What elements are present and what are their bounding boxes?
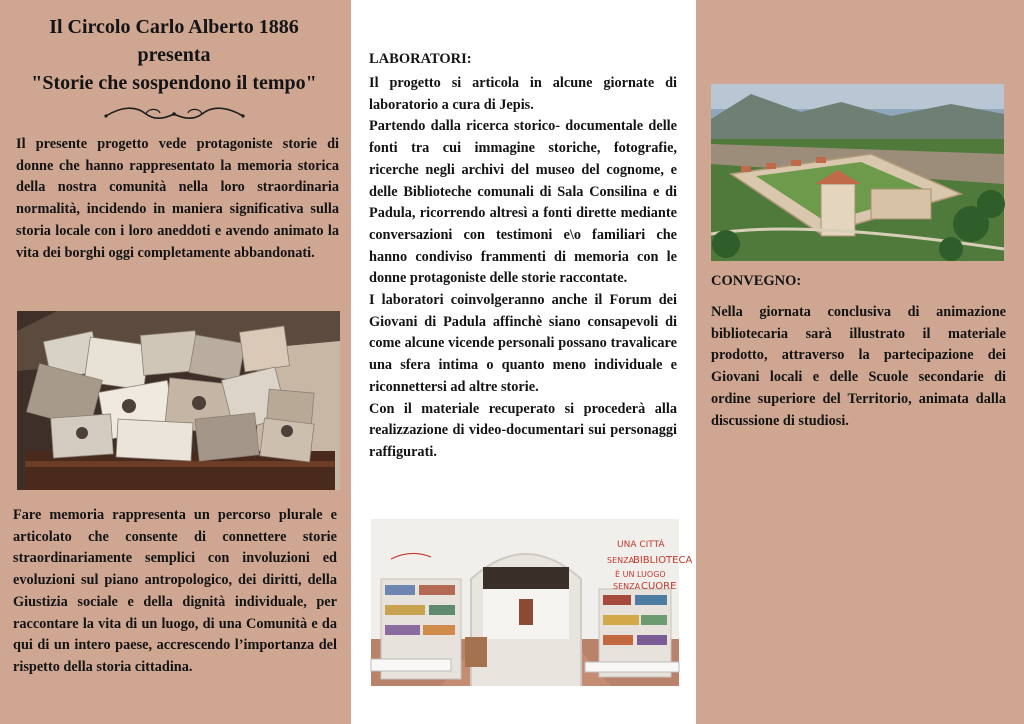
laboratori-paragraph-4: Con il materiale recuperato si procederà alla realizzazione di video-documentari sui personaggi raffigurati. (369, 400, 677, 460)
title-organizer: Il Circolo Carlo Alberto 1886 (49, 16, 299, 38)
title-project: "Storie che sospendono il tempo" (31, 72, 317, 94)
library-wall-text-1: UNA CITTÀ (617, 540, 665, 550)
library-wall-text-4: È UN LUOGO (615, 570, 666, 579)
flourish-divider-icon (102, 104, 247, 124)
memory-paragraph: Fare memoria rappresenta un percorso plurale e articolato che consente di connettere storie straordinariamente semplici con involuzioni ed evoluzioni sul piano antropologico, dei diritti, della Giustizia sociale e della dignità individuale, per raccontare la vita di un luogo, di una Comunità e da qui di un intero paese, accrescendo l’importanza del rispetto della storia cittadina. (13, 507, 337, 675)
laboratori-paragraph-1: Il progetto si articola in alcune giornate di laboratorio a cura di Jepis. (369, 75, 677, 113)
laboratori-paragraph-2: Partendo dalla ricerca storico- documentale delle fonti tra cui immagine storiche, fotografie, ricerche negli archivi del museo del cognome, e delle Biblioteche comunali di Sala Consilina e di Padula, ricorrendo altresì a fonti dirette mediante conversazioni con testimoni e\o familiari che hanno condiviso frammenti di memoria con le donne protagoniste delle storie raccontate. (369, 118, 677, 287)
laboratori-text (369, 73, 677, 464)
laboratori-heading: LABORATORI: (369, 51, 472, 67)
certosa-aerial-image (711, 84, 1004, 261)
laboratori-paragraph-3: I laboratori coinvolgeranno anche il Forum dei Giovani di Padula affinchè siano consapevoli di come alcune vicende personali possano travalicare una sfera intima o quanto meno individuale e riconnettersi ad altre storie. (369, 292, 677, 395)
title-presenta: presenta (137, 44, 211, 66)
old-photos-box-image (17, 311, 340, 490)
library-interior-image (371, 519, 693, 686)
intro-paragraph: Il presente progetto vede protagoniste storie di donne che hanno rappresentato la memoria storica della nostra comunità nella loro straordinaria normalità, incidendo in maniera significativa sulla storia locale con i loro aneddoti e avendo animato la vita dei borghi oggi completamente abbandonati. (16, 136, 339, 261)
library-wall-text-2: SENZA (607, 556, 635, 565)
convegno-heading: CONVEGNO: (711, 273, 802, 289)
library-wall-text-5: SENZA (613, 582, 641, 591)
library-wall-text-6: CUORE (641, 581, 677, 592)
convegno-paragraph: Nella giornata conclusiva di animazione bibliotecaria sarà illustrato il materiale prodotto, attraverso la partecipazione dei Giovani locali e delle Scuole secondarie di ordine superiore del Territorio, animata dalla discussione di studiosi. (711, 304, 1006, 429)
library-wall-text-3: BIBLIOTECA (633, 555, 693, 566)
